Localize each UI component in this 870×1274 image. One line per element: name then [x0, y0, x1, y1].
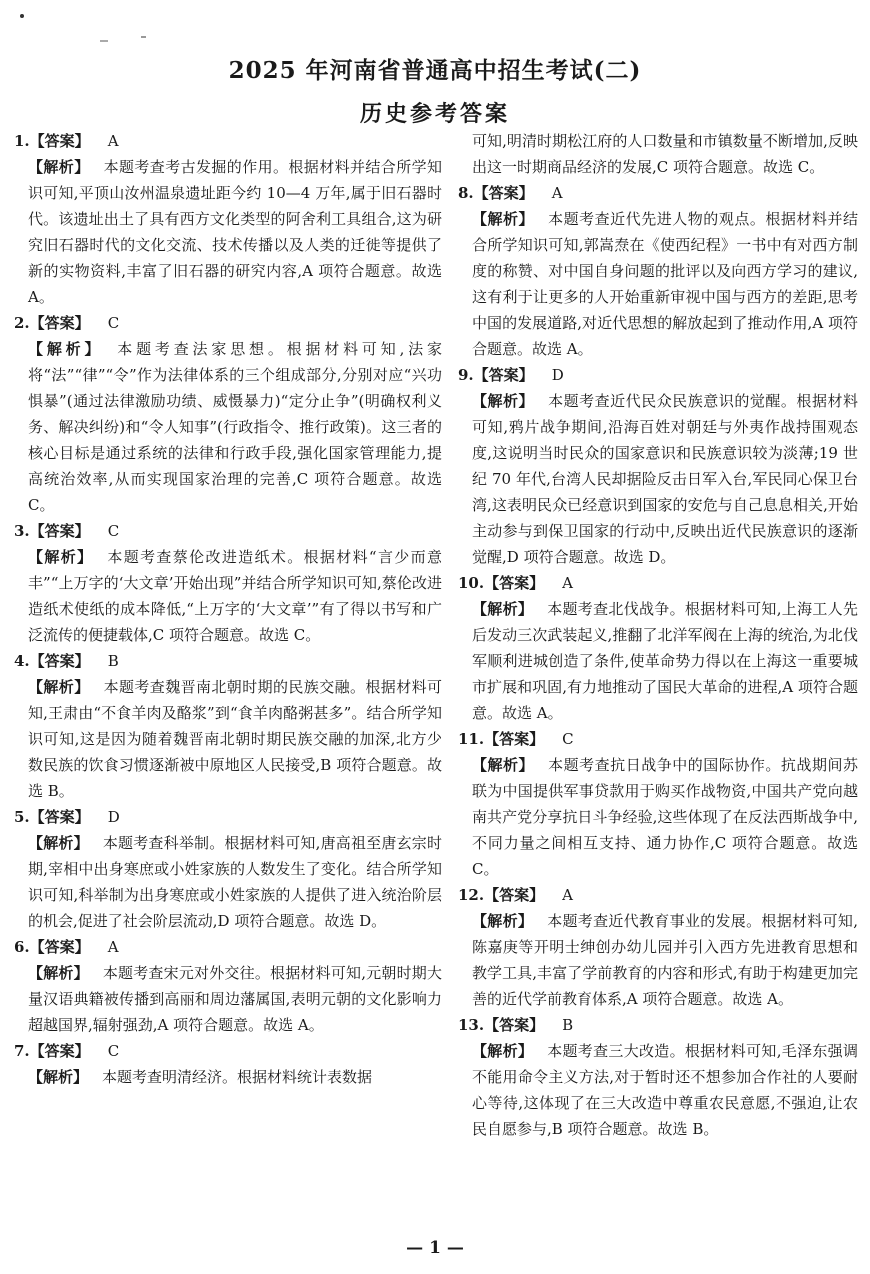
question-number: 8. [458, 184, 474, 202]
question-number: 11. [458, 730, 485, 748]
answer-value: C [562, 730, 574, 748]
explanation-text: 本题考查北伐战争。根据材料可知,上海工人先后发动三次武装起义,推翻了北洋军阀在上海的统治,为北伐军顺利进城创造了条件,使革命势力得以在上海这一重要城市扩展和巩固,有力地推动了国民大革命的进程,A 项符合题意。故选 A。 [472, 600, 858, 722]
answer-label: 【答案】 [29, 938, 90, 956]
answer-line [458, 570, 858, 596]
explanation [458, 388, 858, 570]
answer-value: C [107, 314, 120, 332]
explanation-label: 【解析】 [28, 834, 89, 852]
explanation-label: 【解析】 [472, 600, 534, 618]
answer-value: D [107, 808, 120, 826]
explanation [458, 206, 858, 362]
answer-item [14, 310, 442, 518]
scan-speck [100, 40, 108, 42]
answer-label: 【答案】 [484, 574, 545, 592]
explanation [14, 674, 442, 804]
answer-item [458, 1012, 858, 1142]
question-number: 4. [14, 652, 30, 670]
explanation-label: 【解析】 [28, 678, 90, 696]
answer-label: 【答案】 [473, 184, 534, 202]
explanation [458, 752, 858, 882]
answer-line [458, 180, 858, 206]
answer-item [458, 726, 858, 882]
explanation [14, 154, 442, 310]
page-number: — 1 — [406, 1238, 464, 1258]
page-title: 2025 年河南省普通高中招生考试(二) [228, 57, 642, 84]
answer-item [14, 934, 442, 1038]
answer-item [458, 882, 858, 1012]
explanation [14, 336, 442, 518]
answer-line [14, 310, 442, 336]
answer-line [14, 934, 442, 960]
explanation-text: 本题考查近代先进人物的观点。根据材料并结合所学知识可知,郭嵩焘在《使西纪程》一书中有对西方制度的称赞、对中国自身问题的批评以及向西方学习的建议,这有利于让更多的人开始重新审视中国与西方的差距,思考中国的发展道路,对近代思想的解放起到了推动作用,A 项符合题意。故选 A。 [472, 210, 858, 358]
explanation-text: 本题考查近代教育事业的发展。根据材料可知,陈嘉庚等开明士绅创办幼儿园并引入西方先进教育思想和教学工具,丰富了学前教育的内容和形式,有助于构建更加完善的近代学前教育体系,A 项符合题意。故选 A。 [472, 912, 858, 1008]
answer-item [14, 648, 442, 804]
answer-value: A [107, 938, 119, 956]
explanation-label: 【解析】 [28, 340, 104, 358]
answer-value: A [562, 574, 573, 592]
answer-line [458, 882, 858, 908]
question-number: 2. [14, 314, 30, 332]
question-number: 5. [14, 808, 30, 826]
explanation-label: 【解析】 [28, 548, 94, 566]
left-column [14, 128, 442, 1090]
answer-line [14, 1038, 442, 1064]
explanation-label: 【解析】 [472, 756, 535, 774]
explanation-text: 本题考查三大改造。根据材料可知,毛泽东强调不能用命令主义方法,对于暂时还不想参加合作社的人要耐心等待,这体现了在三大改造中尊重农民意愿,不强迫,让农民自愿参与,B 项符合题意。故选 B。 [472, 1042, 858, 1138]
answer-line [14, 518, 442, 544]
answer-label: 【答案】 [29, 314, 90, 332]
explanation-text: 本题考查抗日战争中的国际协作。抗战期间苏联为中国提供军事贷款用于购买作战物资,中国共产党向越南共产党分享抗日斗争经验,这些体现了在反法西斯战争中,不同力量之间相互支持、通力协作,C 项符合题意。故选 C。 [472, 756, 858, 878]
explanation [458, 596, 858, 726]
explanation-label: 【解析】 [472, 912, 534, 930]
scan-speck [141, 36, 146, 38]
answer-item [14, 804, 442, 934]
explanation-label: 【解析】 [28, 158, 90, 176]
question-number: 10. [458, 574, 485, 592]
explanation-text: 本题考查宋元对外交往。根据材料可知,元朝时期大量汉语典籍被传播到高丽和周边藩属国,表明元朝的文化影响力超越国界,辐射强劲,A 项符合题意。故选 A。 [28, 964, 442, 1034]
question-number: 9. [458, 366, 474, 384]
explanation-text: 本题考查蔡伦改进造纸术。根据材料“言少而意丰”“上万字的‘大文章’开始出现”并结合所学知识可知,蔡伦改进造纸术使纸的成本降低,“上万字的‘大文章’”有了得以书写和广泛流传的便捷载体,C 项符合题意。故选 C。 [28, 548, 442, 644]
answer-label: 【答案】 [29, 808, 90, 826]
answer-item [14, 518, 442, 648]
answer-value: A [562, 886, 573, 904]
answer-item [458, 570, 858, 726]
answer-label: 【答案】 [484, 886, 545, 904]
answer-line [458, 1012, 858, 1038]
explanation-label: 【解析】 [472, 210, 535, 228]
page-subtitle: 历史参考答案 [359, 101, 510, 127]
answer-line [14, 804, 442, 830]
question-number: 3. [14, 522, 30, 540]
question-number: 7. [14, 1042, 30, 1060]
answer-value: A [107, 132, 119, 150]
answer-item [458, 362, 858, 570]
right-column [458, 128, 858, 1142]
answer-label: 【答案】 [29, 522, 90, 540]
answer-label: 【答案】 [29, 652, 90, 670]
explanation-continuation: 可知,明清时期松江府的人口数量和市镇数量不断增加,反映出这一时期商品经济的发展,C 项符合题意。故选 C。 [472, 132, 858, 176]
answer-item [458, 180, 858, 362]
answer-value: A [551, 184, 563, 202]
explanation-label: 【解析】 [28, 1068, 89, 1086]
answer-value: B [107, 652, 119, 670]
scan-speck [20, 14, 24, 18]
answer-label: 【答案】 [29, 1042, 90, 1060]
explanation [14, 830, 442, 934]
answer-label: 【答案】 [29, 132, 90, 150]
explanation [458, 1038, 858, 1142]
answer-item [14, 128, 442, 310]
explanation [458, 908, 858, 1012]
answer-value: C [107, 522, 120, 540]
explanation-label: 【解析】 [28, 964, 89, 982]
answer-line [14, 648, 442, 674]
question-number: 13. [458, 1016, 485, 1034]
explanation [14, 544, 442, 648]
answer-label: 【答案】 [484, 1016, 545, 1034]
explanation-label: 【解析】 [472, 1042, 534, 1060]
answer-label: 【答案】 [484, 730, 545, 748]
explanation-text: 本题考查法家思想。根据材料可知,法家将“法”“律”“令”作为法律体系的三个组成部分,分别对应“兴功惧暴”(通过法律激励功绩、威慑暴力)“定分止争”(明确权利义务、解决纠纷)和“令人知事”(行政指令、推行政策)。这三者的核心目标是通过系统的法律和行政手段,强化国家管理能力,提高统治效率,从而实现国家治理的完善,C 项符合题意。故选 C。 [28, 340, 442, 514]
answer-value: C [107, 1042, 120, 1060]
explanation-text: 本题考查科举制。根据材料可知,唐高祖至唐玄宗时期,宰相中出身寒庶或小姓家族的人数发生了变化。结合所学知识可知,科举制为出身寒庶或小姓家族的人提供了进入统治阶层的机会,促进了社会阶层流动,D 项符合题意。故选 D。 [28, 834, 442, 930]
answer-label: 【答案】 [473, 366, 534, 384]
explanation-label: 【解析】 [472, 392, 535, 410]
answer-line [14, 128, 442, 154]
explanation-text: 本题考查近代民众民族意识的觉醒。根据材料可知,鸦片战争期间,沿海百姓对朝廷与外夷作战持围观态度,这说明当时民众的国家意识和民族意识较为淡薄;19 世纪 70 年代,台湾人民却据险反击日军入台,军民同心保卫台湾,这表明民众已经意识到国家的安危与自己息息相关,开始主动参与到保卫国家的行动中,反映出近代民族意识的逐渐觉醒,D 项符合题意。故选 D。 [472, 392, 858, 566]
answer-line [458, 726, 858, 752]
answer-item [14, 1038, 442, 1090]
answer-line [458, 362, 858, 388]
answer-value: D [551, 366, 564, 384]
answer-value: B [562, 1016, 574, 1034]
explanation-text: 本题考查明清经济。根据材料统计表数据 [102, 1068, 373, 1086]
question-number: 1. [14, 132, 30, 150]
explanation [14, 960, 442, 1038]
explanation-text: 本题考查魏晋南北朝时期的民族交融。根据材料可知,王肃由“不食羊肉及酪浆”到“食羊肉酪粥甚多”。结合所学知识可知,这是因为随着魏晋南北朝时期民族交融的加深,北方少数民族的饮食习惯逐渐被中原地区人民接受,B 项符合题意。故选 B。 [28, 678, 442, 800]
explanation [14, 1064, 442, 1090]
question-number: 12. [458, 886, 485, 904]
question-number: 6. [14, 938, 30, 956]
explanation-text: 本题考查考古发掘的作用。根据材料并结合所学知识可知,平顶山汝州温泉遗址距今约 10—4 万年,属于旧石器时代。该遗址出土了具有西方文化类型的阿舍利工具组合,这为研究旧石器时代的文化交流、技术传播以及人类的迁徙等提供了新的实物资料,丰富了旧石器的研究内容,A 项符合题意。故选 A。 [28, 158, 442, 306]
